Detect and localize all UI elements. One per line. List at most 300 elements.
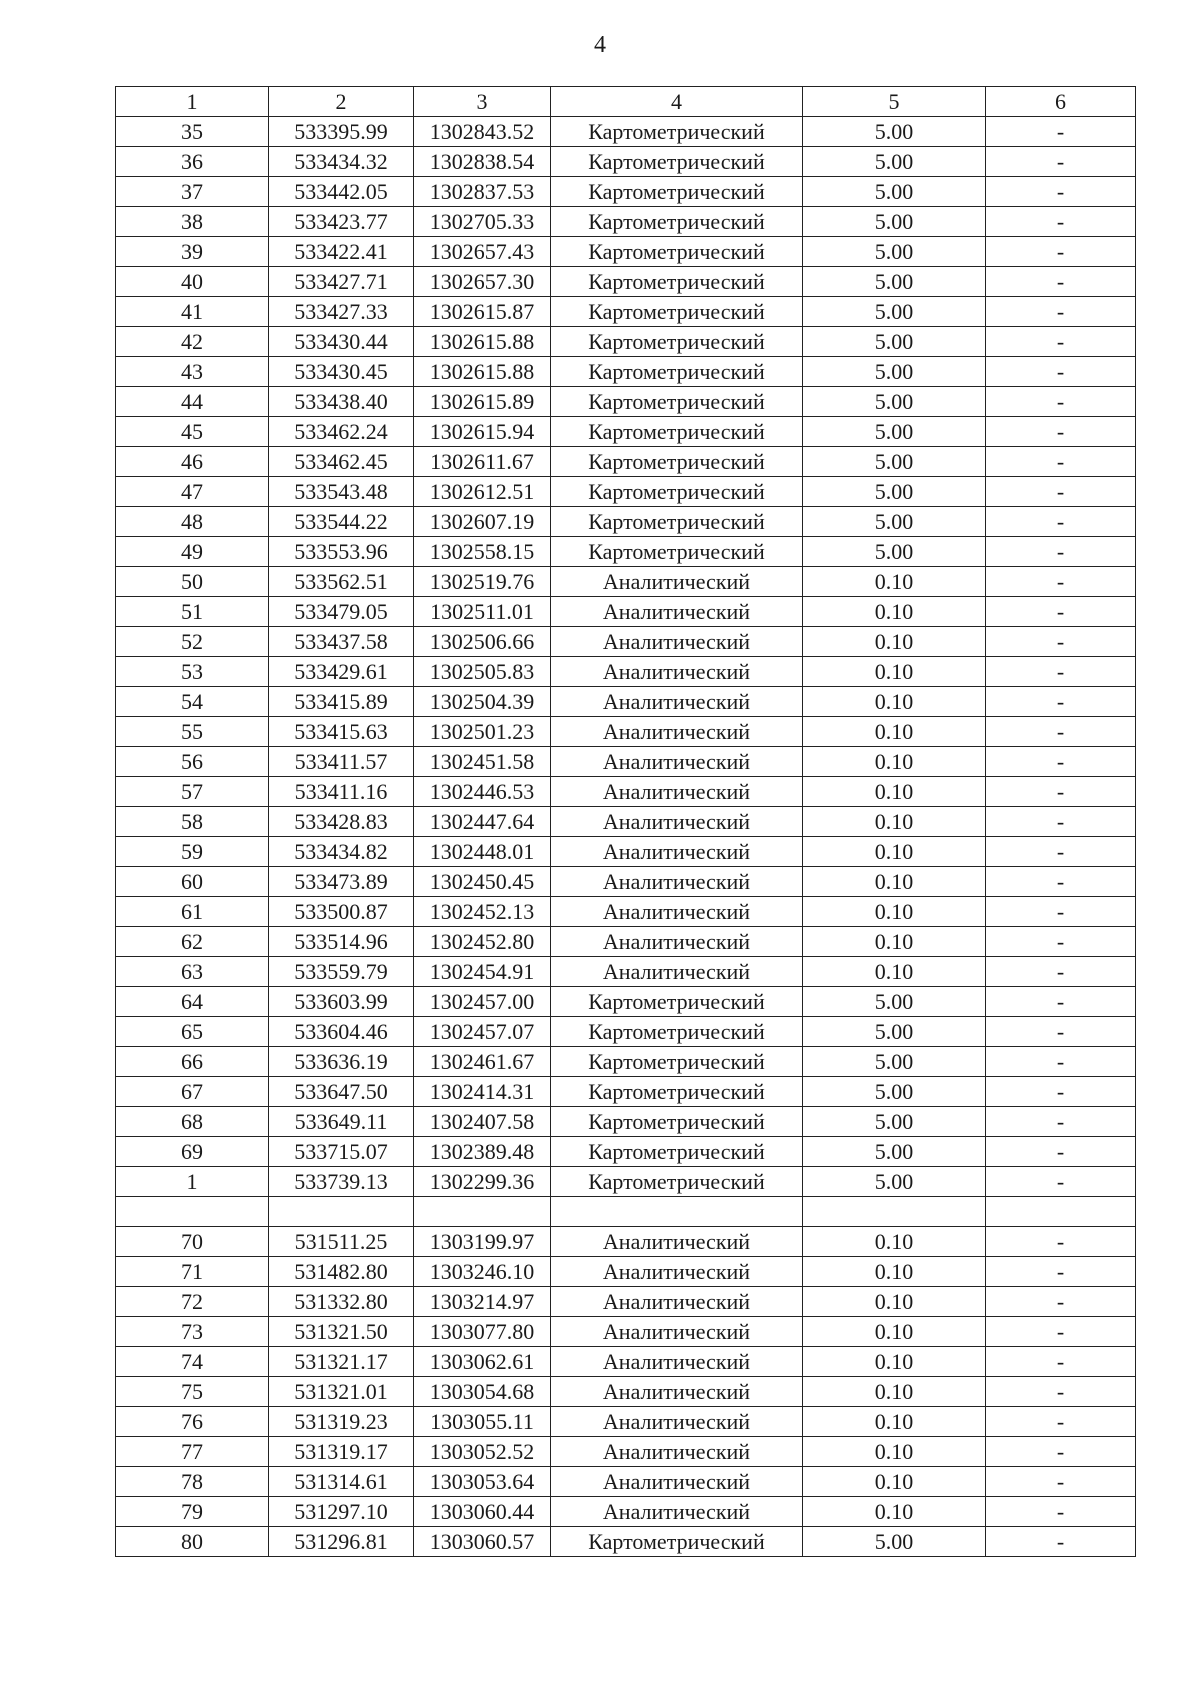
table-body	[116, 87, 1136, 1557]
table-cell: -	[986, 507, 1136, 537]
table-row	[116, 477, 1136, 507]
table-row	[116, 897, 1136, 927]
table-cell: -	[986, 207, 1136, 237]
table-cell: 1302501.23	[414, 717, 551, 747]
table-cell: 59	[116, 837, 269, 867]
table-cell: -	[986, 1317, 1136, 1347]
table-cell: 1302448.01	[414, 837, 551, 867]
table-cell: 5.00	[803, 117, 986, 147]
table-row	[116, 957, 1136, 987]
table-cell: -	[986, 1347, 1136, 1377]
table-cell: Аналитический	[551, 897, 803, 927]
table-cell: 5.00	[803, 1077, 986, 1107]
coordinates-table	[115, 86, 1136, 1557]
table-row	[116, 657, 1136, 687]
table-cell: 1302519.76	[414, 567, 551, 597]
table-cell: 5.00	[803, 1017, 986, 1047]
table-cell: 61	[116, 897, 269, 927]
table-cell: 5.00	[803, 537, 986, 567]
table-row	[116, 417, 1136, 447]
table-cell: 531511.25	[269, 1227, 414, 1257]
table-cell: 533437.58	[269, 627, 414, 657]
table-cell: 533647.50	[269, 1077, 414, 1107]
table-cell: 48	[116, 507, 269, 537]
table-cell: -	[986, 477, 1136, 507]
table-cell: -	[986, 417, 1136, 447]
table-cell: 0.10	[803, 1317, 986, 1347]
table-row	[116, 297, 1136, 327]
table-cell: 1302452.80	[414, 927, 551, 957]
table-cell: 76	[116, 1407, 269, 1437]
table-cell: 49	[116, 537, 269, 567]
table-cell: 72	[116, 1287, 269, 1317]
table-cell: 40	[116, 267, 269, 297]
table-row	[116, 1437, 1136, 1467]
table-cell: 54	[116, 687, 269, 717]
table-cell: 0.10	[803, 747, 986, 777]
table-cell: Картометрический	[551, 447, 803, 477]
table-row	[116, 987, 1136, 1017]
table-cell: 71	[116, 1257, 269, 1287]
table-cell: -	[986, 117, 1136, 147]
table-cell: 57	[116, 777, 269, 807]
table-cell: 531297.10	[269, 1497, 414, 1527]
table-cell: -	[986, 1107, 1136, 1137]
table-cell: Картометрический	[551, 507, 803, 537]
table-cell: Аналитический	[551, 1467, 803, 1497]
table-row	[116, 1287, 1136, 1317]
table-cell: Картометрический	[551, 1167, 803, 1197]
table-cell: Аналитический	[551, 867, 803, 897]
table-cell: 0.10	[803, 717, 986, 747]
table-cell: 531332.80	[269, 1287, 414, 1317]
table-cell: 533423.77	[269, 207, 414, 237]
table-cell: 55	[116, 717, 269, 747]
table-cell: 1303077.80	[414, 1317, 551, 1347]
table-cell: 5.00	[803, 267, 986, 297]
table-cell: 1303055.11	[414, 1407, 551, 1437]
table-cell: 1302843.52	[414, 117, 551, 147]
table-cell: Аналитический	[551, 717, 803, 747]
table-row	[116, 867, 1136, 897]
table-cell: 78	[116, 1467, 269, 1497]
table-cell	[414, 1197, 551, 1227]
table-cell: 1302407.58	[414, 1107, 551, 1137]
table-cell	[986, 1197, 1136, 1227]
table-cell: 1303060.57	[414, 1527, 551, 1557]
header-cell-1: 1	[116, 87, 269, 117]
table-cell: -	[986, 567, 1136, 597]
table-cell: 533428.83	[269, 807, 414, 837]
table-cell: 5.00	[803, 177, 986, 207]
table-cell: -	[986, 687, 1136, 717]
table-cell: Картометрический	[551, 537, 803, 567]
table-row	[116, 717, 1136, 747]
table-cell: 0.10	[803, 597, 986, 627]
table-cell: 5.00	[803, 1107, 986, 1137]
table-cell: 1302615.88	[414, 327, 551, 357]
table-row	[116, 1197, 1136, 1227]
table-row	[116, 207, 1136, 237]
table-cell: Картометрический	[551, 327, 803, 357]
table-cell: 531319.23	[269, 1407, 414, 1437]
table-row	[116, 537, 1136, 567]
table-cell: Аналитический	[551, 957, 803, 987]
table-cell: 1302299.36	[414, 1167, 551, 1197]
table-cell: Аналитический	[551, 807, 803, 837]
table-cell: 0.10	[803, 1437, 986, 1467]
table-row	[116, 1527, 1136, 1557]
table-cell: -	[986, 327, 1136, 357]
table-row	[116, 327, 1136, 357]
table-cell: 39	[116, 237, 269, 267]
table-cell: 0.10	[803, 1287, 986, 1317]
table-cell: 5.00	[803, 477, 986, 507]
table-cell: 1302452.13	[414, 897, 551, 927]
table-cell: 533500.87	[269, 897, 414, 927]
table-cell: 0.10	[803, 1257, 986, 1287]
table-cell: 1302457.00	[414, 987, 551, 1017]
table-cell: 75	[116, 1377, 269, 1407]
table-cell: 533544.22	[269, 507, 414, 537]
table-cell: -	[986, 1227, 1136, 1257]
table-cell: 63	[116, 957, 269, 987]
table-cell: 1302511.01	[414, 597, 551, 627]
table-cell: Картометрический	[551, 147, 803, 177]
table-cell: 1303060.44	[414, 1497, 551, 1527]
table-cell: 58	[116, 807, 269, 837]
table-cell: 68	[116, 1107, 269, 1137]
table-cell: 1302615.88	[414, 357, 551, 387]
table-cell: -	[986, 657, 1136, 687]
table-cell: 1	[116, 1167, 269, 1197]
table-cell: 51	[116, 597, 269, 627]
table-cell: 533553.96	[269, 537, 414, 567]
table-cell: 533442.05	[269, 177, 414, 207]
table-row	[116, 1467, 1136, 1497]
table-cell: 1303052.52	[414, 1437, 551, 1467]
table-cell: 1302446.53	[414, 777, 551, 807]
table-cell: -	[986, 1257, 1136, 1287]
table-cell: Аналитический	[551, 1317, 803, 1347]
table-cell: Картометрический	[551, 477, 803, 507]
table-cell: 533411.57	[269, 747, 414, 777]
table-cell	[116, 1197, 269, 1227]
table-cell: -	[986, 297, 1136, 327]
table-cell: 0.10	[803, 657, 986, 687]
table-cell: Картометрический	[551, 1017, 803, 1047]
table-cell: 5.00	[803, 207, 986, 237]
table-cell: Картометрический	[551, 177, 803, 207]
table-row	[116, 177, 1136, 207]
header-cell-2: 2	[269, 87, 414, 117]
table-cell: 533395.99	[269, 117, 414, 147]
table-cell: 79	[116, 1497, 269, 1527]
table-cell: -	[986, 1497, 1136, 1527]
table-cell: 533462.24	[269, 417, 414, 447]
table-cell: -	[986, 1467, 1136, 1497]
table-cell: 1302505.83	[414, 657, 551, 687]
table-cell: 38	[116, 207, 269, 237]
table-row	[116, 1497, 1136, 1527]
table-cell: -	[986, 1527, 1136, 1557]
table-cell: -	[986, 1137, 1136, 1167]
table-cell: Картометрический	[551, 1137, 803, 1167]
table-cell: Картометрический	[551, 267, 803, 297]
table-cell: 0.10	[803, 1497, 986, 1527]
table-cell: 46	[116, 447, 269, 477]
table-cell: 1302838.54	[414, 147, 551, 177]
table-cell: 531319.17	[269, 1437, 414, 1467]
table-cell: -	[986, 957, 1136, 987]
table-cell: 64	[116, 987, 269, 1017]
table-cell: Картометрический	[551, 117, 803, 147]
table-cell: 533739.13	[269, 1167, 414, 1197]
table-cell: 0.10	[803, 1377, 986, 1407]
table-cell: 69	[116, 1137, 269, 1167]
table-row	[116, 1407, 1136, 1437]
table-cell: 41	[116, 297, 269, 327]
table-row	[116, 1047, 1136, 1077]
table-row	[116, 1317, 1136, 1347]
table-cell: Аналитический	[551, 1257, 803, 1287]
table-cell: -	[986, 867, 1136, 897]
table-cell: 533514.96	[269, 927, 414, 957]
table-cell: -	[986, 267, 1136, 297]
table-cell: -	[986, 1047, 1136, 1077]
table-cell: 533415.63	[269, 717, 414, 747]
table-row	[116, 687, 1136, 717]
table-cell: 66	[116, 1047, 269, 1077]
table-cell	[551, 1197, 803, 1227]
table-cell: 1302457.07	[414, 1017, 551, 1047]
table-cell: 1303214.97	[414, 1287, 551, 1317]
table-cell: 533562.51	[269, 567, 414, 597]
table-cell: Аналитический	[551, 777, 803, 807]
table-row	[116, 1167, 1136, 1197]
table-cell: 45	[116, 417, 269, 447]
table-cell: Картометрический	[551, 987, 803, 1017]
table-cell: Аналитический	[551, 627, 803, 657]
table-cell: 0.10	[803, 807, 986, 837]
table-cell: 1302506.66	[414, 627, 551, 657]
table-cell: 1302504.39	[414, 687, 551, 717]
table-cell: 1302611.67	[414, 447, 551, 477]
table-cell: 533473.89	[269, 867, 414, 897]
table-cell: 0.10	[803, 837, 986, 867]
table-cell: 533438.40	[269, 387, 414, 417]
table-cell: 531314.61	[269, 1467, 414, 1497]
table-cell: 1302615.94	[414, 417, 551, 447]
table-cell: 533559.79	[269, 957, 414, 987]
table-cell: 1303053.64	[414, 1467, 551, 1497]
table-row	[116, 1347, 1136, 1377]
table-cell	[803, 1197, 986, 1227]
table-cell: 533430.45	[269, 357, 414, 387]
table-cell: 44	[116, 387, 269, 417]
table-row	[116, 1077, 1136, 1107]
table-cell: 50	[116, 567, 269, 597]
table-cell: 533636.19	[269, 1047, 414, 1077]
table-cell: 5.00	[803, 507, 986, 537]
table-row	[116, 507, 1136, 537]
table-cell: 1302705.33	[414, 207, 551, 237]
table-cell: 533427.71	[269, 267, 414, 297]
table-row	[116, 1227, 1136, 1257]
table-cell: 1302447.64	[414, 807, 551, 837]
table-row	[116, 627, 1136, 657]
table-row	[116, 267, 1136, 297]
table-cell: 5.00	[803, 147, 986, 177]
table-cell: 74	[116, 1347, 269, 1377]
table-row	[116, 147, 1136, 177]
table-cell: Аналитический	[551, 687, 803, 717]
table-cell: Картометрический	[551, 237, 803, 267]
table-cell: 62	[116, 927, 269, 957]
table-cell: 533479.05	[269, 597, 414, 627]
table-cell: 5.00	[803, 297, 986, 327]
table-cell: -	[986, 597, 1136, 627]
table-cell: 1303062.61	[414, 1347, 551, 1377]
table-cell: Аналитический	[551, 567, 803, 597]
table-cell: -	[986, 717, 1136, 747]
table-row	[116, 837, 1136, 867]
table-cell: Картометрический	[551, 387, 803, 417]
table-row	[116, 777, 1136, 807]
table-cell: 0.10	[803, 897, 986, 927]
table-cell: 1302389.48	[414, 1137, 551, 1167]
table-cell: 531321.01	[269, 1377, 414, 1407]
table-cell: 1302615.87	[414, 297, 551, 327]
table-cell: 533434.32	[269, 147, 414, 177]
table-cell: Аналитический	[551, 657, 803, 687]
table-cell: -	[986, 387, 1136, 417]
table-cell: -	[986, 777, 1136, 807]
table-row	[116, 1257, 1136, 1287]
table-row	[116, 1377, 1136, 1407]
table-cell: 70	[116, 1227, 269, 1257]
table-cell: 533603.99	[269, 987, 414, 1017]
table-cell: 42	[116, 327, 269, 357]
table-cell: Аналитический	[551, 1227, 803, 1257]
table-header-row	[116, 87, 1136, 117]
table-cell: -	[986, 747, 1136, 777]
table-cell: 1303246.10	[414, 1257, 551, 1287]
table-cell: Картометрический	[551, 1527, 803, 1557]
table-cell: 533715.07	[269, 1137, 414, 1167]
table-cell: 5.00	[803, 447, 986, 477]
table-cell: 0.10	[803, 1347, 986, 1377]
table-row	[116, 357, 1136, 387]
table-cell: 533427.33	[269, 297, 414, 327]
table-cell: -	[986, 627, 1136, 657]
table-cell: -	[986, 837, 1136, 867]
table-cell: 1302837.53	[414, 177, 551, 207]
table-cell: 1302451.58	[414, 747, 551, 777]
table-cell: 1302657.43	[414, 237, 551, 267]
table-cell: -	[986, 1017, 1136, 1047]
table-cell: Аналитический	[551, 1437, 803, 1467]
table-cell: Картометрический	[551, 357, 803, 387]
table-cell: -	[986, 807, 1136, 837]
table-cell: 37	[116, 177, 269, 207]
table-cell: 1303054.68	[414, 1377, 551, 1407]
table-cell: 5.00	[803, 357, 986, 387]
table-cell: 0.10	[803, 777, 986, 807]
table-cell: Аналитический	[551, 1287, 803, 1317]
table-cell	[269, 1197, 414, 1227]
table-cell: Аналитический	[551, 747, 803, 777]
table-row	[116, 387, 1136, 417]
table-cell: 35	[116, 117, 269, 147]
table-cell: Аналитический	[551, 1377, 803, 1407]
table-cell: Аналитический	[551, 597, 803, 627]
table-cell: -	[986, 927, 1136, 957]
table-cell: 56	[116, 747, 269, 777]
table-cell: -	[986, 1437, 1136, 1467]
table-cell: 533604.46	[269, 1017, 414, 1047]
table-cell: Аналитический	[551, 1407, 803, 1437]
table-cell: 5.00	[803, 1137, 986, 1167]
table-cell: 1302461.67	[414, 1047, 551, 1077]
table-cell: 1302450.45	[414, 867, 551, 897]
table-cell: 5.00	[803, 237, 986, 267]
table-cell: 533430.44	[269, 327, 414, 357]
page-number: 4	[594, 32, 606, 58]
table-cell: 1302454.91	[414, 957, 551, 987]
table-row	[116, 597, 1136, 627]
table-cell: 1302607.19	[414, 507, 551, 537]
table-cell: 1303199.97	[414, 1227, 551, 1257]
table-cell: 80	[116, 1527, 269, 1557]
table-cell: 52	[116, 627, 269, 657]
table-cell: Картометрический	[551, 417, 803, 447]
table-cell: 47	[116, 477, 269, 507]
table-cell: 533462.45	[269, 447, 414, 477]
table-cell: 5.00	[803, 1167, 986, 1197]
table-cell: 5.00	[803, 417, 986, 447]
table-cell: -	[986, 357, 1136, 387]
table-cell: -	[986, 447, 1136, 477]
table-cell: Аналитический	[551, 1347, 803, 1377]
header-cell-3: 3	[414, 87, 551, 117]
header-cell-6: 6	[986, 87, 1136, 117]
table-cell: 533422.41	[269, 237, 414, 267]
table-row	[116, 447, 1136, 477]
table-cell: Картометрический	[551, 297, 803, 327]
table-cell: Аналитический	[551, 927, 803, 957]
table-cell: Картометрический	[551, 1047, 803, 1077]
table-row	[116, 117, 1136, 147]
table-cell: 1302414.31	[414, 1077, 551, 1107]
table-cell: 0.10	[803, 867, 986, 897]
table-cell: 5.00	[803, 327, 986, 357]
table-cell: Картометрический	[551, 1107, 803, 1137]
table-cell: 0.10	[803, 1407, 986, 1437]
table-cell: 0.10	[803, 1467, 986, 1497]
table-row	[116, 1107, 1136, 1137]
table-cell: 0.10	[803, 567, 986, 597]
table-cell: 5.00	[803, 1527, 986, 1557]
table-cell: 533649.11	[269, 1107, 414, 1137]
table-cell: 67	[116, 1077, 269, 1107]
table-cell: 1302612.51	[414, 477, 551, 507]
table-cell: 533415.89	[269, 687, 414, 717]
table-cell: -	[986, 177, 1136, 207]
table-cell: 531482.80	[269, 1257, 414, 1287]
table-cell: 531321.17	[269, 1347, 414, 1377]
table-row	[116, 807, 1136, 837]
